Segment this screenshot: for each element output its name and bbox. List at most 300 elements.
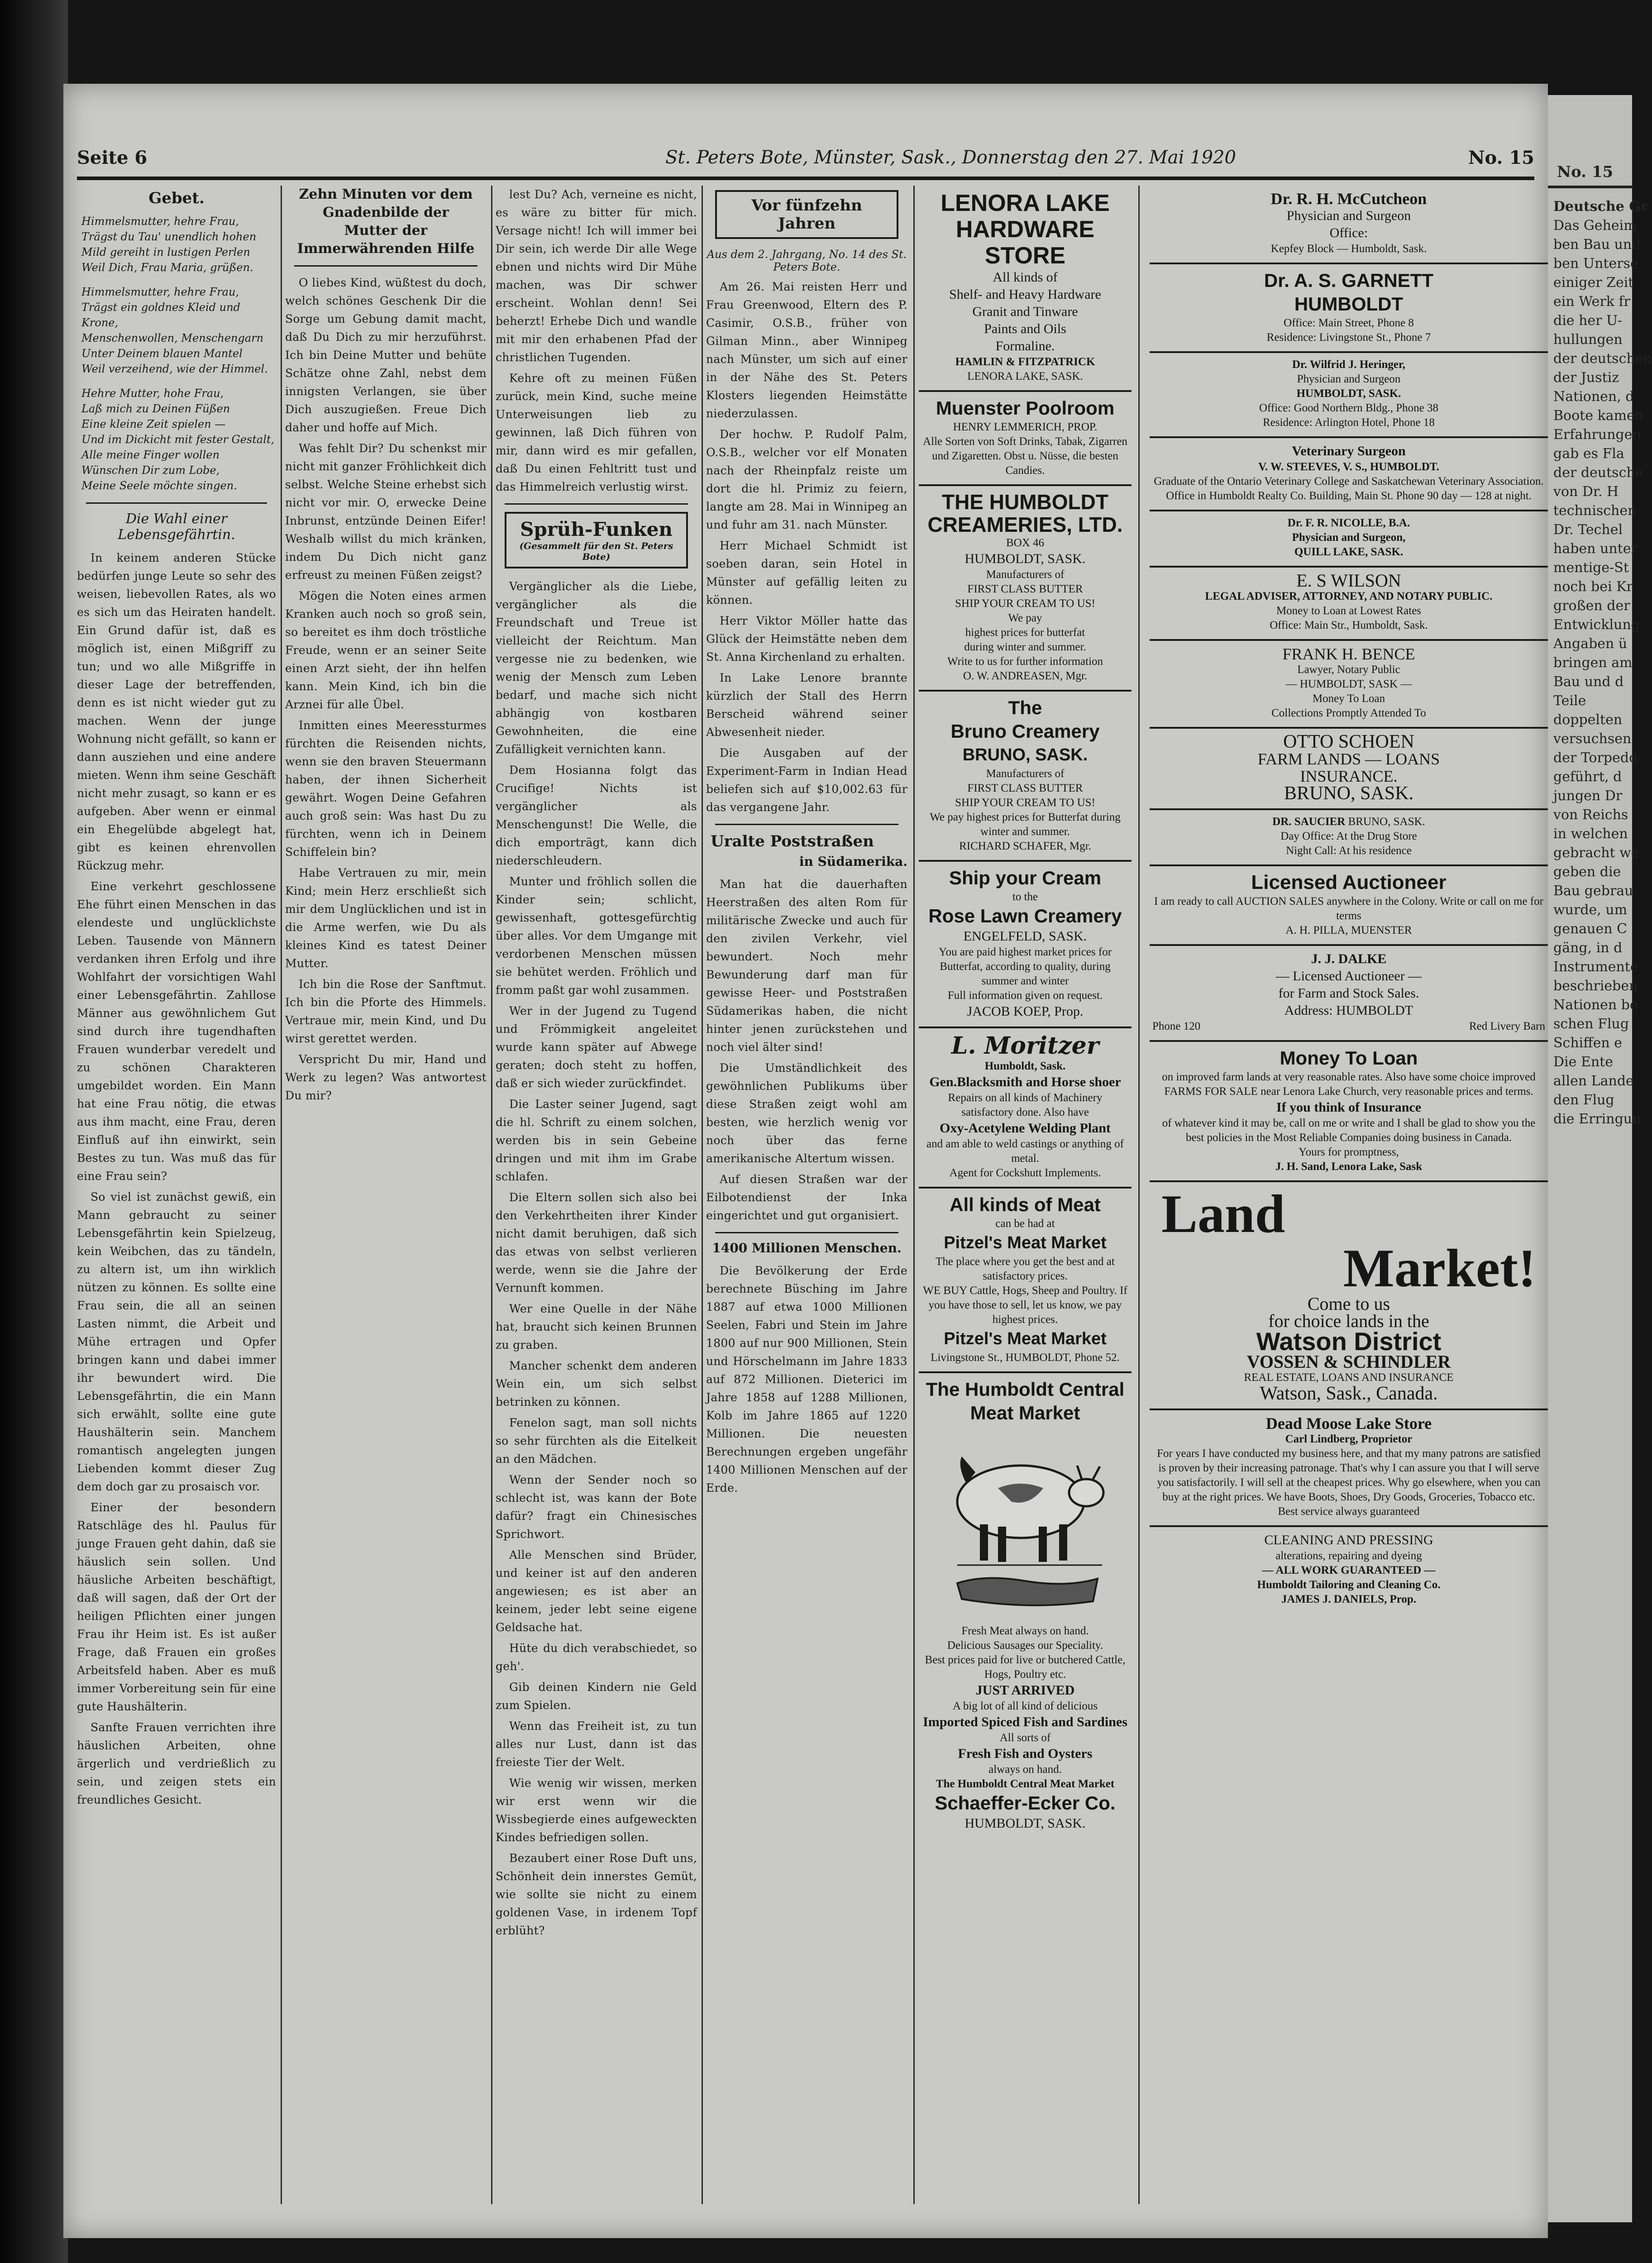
article-subtitle: in Südamerika.: [799, 854, 907, 869]
column-rule: [281, 186, 282, 2204]
ad-line: We pay highest prices for Butterfat during winter and summer.: [930, 811, 1121, 838]
ad-place: HUMBOLDT, SASK.: [964, 1816, 1086, 1831]
ad-title: L. Moritzer: [951, 1032, 1099, 1060]
next-page-line: Bau gebrau: [1553, 883, 1633, 899]
card-barn: Red Livery Barn: [1469, 1020, 1545, 1032]
next-page-line: bringen am: [1553, 655, 1633, 671]
article-title: Uralte Poststraßen: [711, 832, 874, 850]
ad-title: All kinds of Meat: [950, 1194, 1101, 1215]
paragraph: So viel ist zunächst gewiß, ein Mann gebraucht zu seiner Lebensgefährtin kein Spielzeug, kein Weibchen, das zu tändeln, zu altern ist, um ihn wirklich nützen zu können. Es sollte eine Frau sein, die all an seinen Lasten nimmt, die Arbeit und Mühe ertragen und Opfer bringen kann und dabei immer ihr bewundert wird. Die Lebensgefährtin, die ein Mann sich erwählt, sollte eine gute Haushälterin sein. Manchem romantisch angelegten jungen Liebenden kommt dieser Zug dem doch gar zu prosaisch vor.: [77, 1190, 276, 1493]
article-title: 1400 Millionen Menschen.: [712, 1241, 902, 1256]
card-line: I am ready to call AUCTION SALES anywhere in the Colony. Write or call on me for terms: [1154, 895, 1543, 922]
next-page-line: der deutschen: [1553, 351, 1652, 367]
column-rule: [702, 186, 703, 2204]
card-name: Dr. R. H. McCutcheon: [1270, 190, 1427, 208]
card-name: DR. SAUCIER: [1272, 816, 1346, 828]
ad-title: Rose Lawn Creamery: [928, 905, 1122, 926]
section-title: Vor fünfzehn Jahren: [751, 196, 862, 233]
ad-title: Market!: [1343, 1238, 1536, 1298]
column-rule: [491, 186, 492, 2204]
poem-stanza: [81, 386, 276, 493]
card-title: Veterinary Surgeon: [1292, 444, 1406, 458]
poem-title: Gebet.: [148, 189, 205, 207]
page-header: [77, 147, 1534, 174]
card-place: HUMBOLDT: [1294, 293, 1404, 315]
next-page-line: technischen: [1553, 503, 1637, 519]
card-saucier: [1150, 810, 1548, 866]
ad-the: The: [1008, 697, 1042, 718]
ad-line: Humboldt Tailoring and Cleaning Co.: [1257, 1579, 1441, 1591]
poem-line: Und im Dickicht mit fester Gestalt,: [81, 433, 275, 446]
ad-line: FIRST CLASS BUTTER: [967, 782, 1083, 794]
card-schoen: [1150, 729, 1548, 810]
next-page-line: Instrumente: [1553, 959, 1638, 975]
section-subtitle: (Gesammelt für den St. Peters Bote): [519, 540, 673, 562]
paragraph: Mancher schenkt dem anderen Wein ein, um sich selbst betrinken zu können.: [496, 1359, 697, 1408]
section-box: [715, 190, 898, 239]
ad-line: A big lot of all kind of delicious: [952, 1700, 1098, 1712]
section-subtitle: Aus dem 2. Jahrgang, No. 14 des St. Peters Bote.: [707, 248, 907, 273]
card-line: for Farm and Stock Sales.: [1278, 986, 1419, 1001]
issue-number: No. 15: [1468, 147, 1534, 168]
poem-line: Trägst du Tau' unendlich hohen: [81, 230, 257, 243]
ad-line: Granit and Tinware: [972, 304, 1078, 319]
card-title: Licensed Auctioneer: [1251, 871, 1447, 893]
paragraph: Wie wenig wir wissen, merken wir erst wenn wir die Wissbegierde eines aufgeweckten Kindes befriedigen sollen.: [496, 1776, 697, 1844]
card-role: Physician and Surgeon: [1286, 208, 1411, 223]
paragraph: Wenn das Freiheit ist, zu tun alles nur Lust, dann ist das freieste Tier der Welt.: [496, 1719, 697, 1769]
ad-line: REAL ESTATE, LOANS AND INSURANCE: [1244, 1371, 1454, 1384]
ad-title: Muenster Poolroom: [936, 397, 1115, 419]
paragraph: Mögen die Noten eines armen Kranken auch noch so groß sein, so bereitet es ihm doch tröstliche Freude, wenn er an seiner Seite einen Arzt sieht, der ihn helfen kann. Mein Kind, ich bin die Arznei für alle Übel.: [285, 589, 487, 711]
card-place: HUMBOLDT, SASK.: [1296, 387, 1401, 400]
ad-line: We pay: [1008, 612, 1042, 624]
ad-moritzer: [919, 1028, 1132, 1189]
next-page-line: Nationen, d: [1553, 389, 1634, 405]
card-name: J. H. Sand, Lenora Lake, Sask: [1275, 1160, 1423, 1173]
next-page-line: ben Bau und: [1553, 237, 1641, 253]
paragraph: In keinem anderen Stücke bedürfen junge Leute so sehr des weisen, liebevollen Rates, als wo es sich um das Heiraten handelt. Ein Grund dafür ist, daß es möglich ist, einen Mißgriff zu tun; und wo alle Mißgriffe in dieser Lage der betreffenden, denn es ist nicht wieder gut zu machen. Wenn der junge Wohnung nicht gefällt, so kann er dann ausziehen und eine andere mieten. Wenn ihm seine Geschäft nicht mehr zusagt, so kann er es aufgeben. Aber wenn er einmal ein Ehegelübde abgelegt hat, gibt es keinen ehrenvollen Rückzug mehr.: [77, 551, 276, 872]
page-label: Seite 6: [77, 147, 148, 168]
ad-line: Agent for Cockshutt Implements.: [949, 1167, 1101, 1179]
poem-line: Weil verzeihend, wie der Himmel.: [81, 363, 268, 375]
next-page-line: die her U-: [1553, 313, 1622, 329]
ad-pitzel-meat: [919, 1189, 1132, 1373]
poem-line: Menschenwollen, Menschengarn: [81, 332, 264, 344]
column-3: [496, 186, 697, 2209]
paragraph: Inmitten eines Meeressturmes fürchten die Reisenden nichts, wenn sie den braven Steuermann haben, der ihnen Sicherheit gewährt. Wogen Deine Gefahren auch groß sein: Was hast Du zu fürchten, wenn ich in Deinem Schiffelein bin?: [285, 719, 487, 859]
ad-line: You are paid highest market prices for Butterfat, according to quality, during summer and winter: [938, 946, 1112, 987]
column-1: [77, 186, 276, 2209]
ad-line: Livingstone St., HUMBOLDT, Phone 52.: [931, 1351, 1120, 1364]
ad-line: CLEANING AND PRESSING: [1264, 1533, 1433, 1547]
divider: [505, 503, 688, 505]
card-line: Office: Good Northern Bldg., Phone 38: [1259, 402, 1438, 414]
card-line: Night Call: At his residence: [1286, 845, 1412, 857]
paragraph: Verspricht Du mir, Hand und Werk zu legen? Was antwortest Du mir?: [285, 1053, 487, 1102]
poem-line: Eine kleine Zeit spielen —: [81, 418, 226, 430]
ad-title: Dead Moose Lake Store: [1265, 1414, 1432, 1432]
article-body: [706, 1262, 907, 1497]
paragraph: Die Bevölkerung der Erde berechnete Büsching im Jahre 1887 auf etwa 1000 Millionen Seelen, Fabri und Stein im Jahre 1800 auf nur 900 Millionen, Stein und Hörschelmann im Jahre 1833 auf 872 Millionen. Dieterici im Jahre 1858 auf 1288 Millionen, Kolb im Jahre 1865 auf 1220 Millionen. Die neuesten Berechnungen ergeben ungefähr 1400 Millionen Menschen auf der Erde.: [706, 1264, 907, 1494]
next-page-line: von Reichs: [1553, 807, 1628, 823]
paragraph: Am 26. Mai reisten Herr und Frau Greenwood, Eltern des P. Casimir, O.S.B., früher von Gilman Minn., aber Winnipeg nach Münster, um sich auf einer in der Nähe des St. Peters Klosters liegenden Heimstätte niederzulassen.: [706, 280, 907, 420]
ad-central-meat: [919, 1373, 1132, 1838]
paragraph: Sanfte Frauen verrichten ihre häuslichen Arbeiten, ohne ärgerlich und verdrießlich zu sein, und zeigen stets ein freundliches Gesicht.: [77, 1721, 276, 1806]
ad-owner: O. W. ANDREASEN, Mgr.: [963, 670, 1088, 682]
card-place: QUILL LAKE, SASK.: [1294, 546, 1404, 558]
ad-line: and am able to weld castings or anything of metal.: [926, 1138, 1124, 1165]
ad-humboldt-creameries: [919, 486, 1132, 692]
ad-line: BOX 46: [1006, 537, 1045, 549]
article-body: [496, 578, 697, 1940]
ad-place: LENORA LAKE, SASK.: [967, 370, 1083, 382]
card-pilla: [1150, 866, 1548, 946]
card-line: Yours for promptness,: [1299, 1146, 1399, 1158]
paragraph: O liebes Kind, wüßtest du doch, welch schönes Geschenk Dir die Sorge um Gebung damit macht, daß Du Dich zu mir herzuführst. Ich bin Deine Mutter und behüte Schätze ohne Zahl, nebst dem innigsten Verlangen, sie über Dich auszugießen. Freue Dich daher und hoffe auf Mich.: [285, 276, 487, 434]
ad-place: ENGELFELD, SASK.: [963, 929, 1087, 944]
poem-line: Himmelsmutter, hehre Frau,: [81, 286, 239, 298]
ad-line: Shelf- and Heavy Hardware: [949, 287, 1101, 302]
ad-line: Fresh Fish and Oysters: [958, 1746, 1093, 1761]
ad-line: Delicious Sausages our Speciality.: [947, 1639, 1103, 1652]
card-name: OTTO SCHOEN: [1283, 731, 1414, 752]
next-page-line: Entwicklung: [1553, 617, 1640, 633]
ad-title: Pitzel's Meat Market: [944, 1329, 1107, 1348]
next-page-line: großen der: [1553, 598, 1630, 614]
article-title: [285, 186, 487, 258]
card-name: E. S WILSON: [1296, 570, 1401, 591]
next-page-line: gab es Fla: [1553, 446, 1624, 462]
next-page-line: der deutsche: [1553, 465, 1643, 481]
ad-line: can be had at: [995, 1217, 1055, 1230]
poem-stanza: [81, 284, 276, 377]
ad-line: FIRST CLASS BUTTER: [967, 583, 1083, 595]
card-title: If you think of Insurance: [1276, 1100, 1422, 1115]
ad-line: Gen.Blacksmith and Horse shoer: [929, 1074, 1121, 1089]
ad-rose-lawn-creamery: [919, 862, 1132, 1028]
paragraph: Wenn der Sender noch so schlecht ist, was kann der Bote dafür? fragt ein Chinesisches Sprichwort.: [496, 1473, 697, 1541]
ad-dead-moose-store: [1150, 1410, 1548, 1527]
card-line: Day Office: At the Drug Store: [1280, 830, 1417, 842]
card-name: J. J. DALKE: [1311, 951, 1387, 966]
card-role: Lawyer, Notary Public: [1297, 664, 1400, 676]
poem-line: Mild gereiht in lustigen Perlen: [81, 246, 250, 258]
paragraph: Herr Viktor Möller hatte das Glück der Heimstätte neben dem St. Anna Kirchenland zu erhalten.: [706, 614, 907, 664]
next-page-line: geführt, d: [1553, 769, 1622, 785]
column-rule: [1138, 186, 1140, 2204]
title-line: Zehn Minuten vor dem Gnadenbilde der: [299, 186, 473, 220]
paragraph: Fenelon sagt, man soll nichts so sehr fürchten als die Eitelkeit an den Mädchen.: [496, 1416, 697, 1466]
poem: [81, 214, 276, 493]
next-page-line: Die Ente: [1553, 1054, 1613, 1070]
next-page-line: haben unter: [1553, 541, 1638, 557]
next-page-line: Teile: [1553, 693, 1586, 709]
card-line: FARM LANDS — LOANS: [1257, 750, 1440, 768]
ad-poolroom: [919, 392, 1132, 486]
ad-title: Bruno Creamery: [950, 721, 1100, 742]
ad-place: Watson, Sask., Canada.: [1260, 1383, 1438, 1404]
paragraph: Die Umständlichkeit des gewöhnlichen Publikums über diese Straßen zeigt wohl am besten, wie herzlich wenig vor noch über das ferne amerikanische Altertum wissen.: [706, 1061, 907, 1165]
card-money-loan: [1150, 1042, 1548, 1182]
card-place: — HUMBOLDT, SASK —: [1285, 678, 1412, 690]
paragraph: Habe Vertrauen zu mir, mein Kind; mein Herz erschließt sich mir dem Unglücklichen und ist in die Arme werfen, wie Du als kleines Kind es tatest Deiner Mutter.: [285, 866, 487, 970]
column-4: [706, 186, 907, 2209]
ad-owner: Schaeffer-Ecker Co.: [935, 1792, 1116, 1814]
ad-tailoring: [1150, 1527, 1548, 1613]
card-line: Graduate of the Ontario Veterinary College and Saskatchewan Veterinary Association.: [1154, 475, 1544, 487]
next-page-line: Bau und d: [1553, 674, 1624, 690]
next-page-line: in welchen: [1553, 826, 1628, 842]
section-box: [505, 512, 688, 568]
card-role: Physician and Surgeon: [1297, 373, 1401, 385]
ad-title: The Humboldt Central Meat Market: [926, 1379, 1125, 1423]
card-name: A. H. PILLA, MUENSTER: [1285, 924, 1412, 936]
next-page-lines: [1548, 216, 1652, 1129]
next-page-line: jungen Dr: [1553, 788, 1623, 804]
poem-line: Wünschen Dir zum Lobe,: [81, 464, 220, 477]
poem-line: Unter Deinem blauen Mantel: [81, 347, 243, 360]
paragraph: Die Laster seiner Jugend, sagt die hl. Schrift zu einem solchen, werden bis in sein Gebeine dringen und mit ihm im Grabe schlafen.: [496, 1098, 697, 1183]
header-rule: [77, 177, 1534, 180]
ad-owner: RICHARD SCHAFER, Mgr.: [959, 840, 1091, 852]
card-line: Money to Loan at Lowest Rates: [1276, 605, 1422, 617]
next-page-line: Erfahrungen: [1553, 427, 1641, 443]
ad-owner: JACOB KOEP, Prop.: [967, 1004, 1084, 1019]
next-page-line: Dr. Techel: [1553, 522, 1623, 538]
ad-owner: HENRY LEMMERICH, PROP.: [953, 421, 1098, 433]
column-rule: [913, 186, 915, 2204]
card-title: Money To Loan: [1280, 1047, 1418, 1069]
paragraph: Vergänglicher als die Liebe, vergänglicher als die Freundschaft und Treue ist vielleicht der Reichtum. Man vergesse nie zu bedenken, wie wenig der Mensch zum Leben bedarf, und mache sich nicht abhängig von kostbaren Gewohnheiten, die eine Zufälligkeit vernichten kann.: [496, 580, 697, 756]
card-line: Residence: Arlington Hotel, Phone 18: [1263, 416, 1435, 429]
card-mccutcheon: [1150, 186, 1548, 264]
ad-place: BRUNO, SASK.: [962, 745, 1088, 764]
next-page-line: wurde, um: [1553, 902, 1628, 918]
card-steeves: [1150, 438, 1548, 511]
poem-line: Alle meine Finger wollen: [81, 449, 220, 461]
divider: [715, 824, 898, 825]
next-page-line: gebracht we: [1553, 845, 1639, 861]
card-line: — Licensed Auctioneer —: [1275, 969, 1422, 983]
ad-line: Come to us: [1307, 1294, 1390, 1314]
card-name: Dr. Wilfrid J. Heringer,: [1292, 358, 1405, 371]
poem-stanza: [81, 214, 276, 275]
next-page-rule: [1548, 186, 1632, 188]
ad-line: Full information given on request.: [947, 989, 1103, 1002]
next-page-line: schen Flug: [1553, 1016, 1629, 1032]
ad-line: Oxy-Acetylene Welding Plant: [940, 1121, 1111, 1136]
paragraph: Munter und fröhlich sollen die Kinder sein; schlicht, gewissenhaft, gottesgefürchtig über alles. Vor dem Umgange mit verdorbenen Menschen müssen sie behütet werden. Fröhlich und fromm paßt gar wohl zusammen.: [496, 875, 697, 997]
article-body: [706, 875, 907, 1225]
column-6-cards: [1150, 186, 1548, 2209]
article-body: [77, 549, 276, 1809]
ad-line: for choice lands in the: [1268, 1311, 1429, 1331]
ad-name: VOSSEN & SCHINDLER: [1246, 1351, 1451, 1372]
ad-title: LENORA LAKE HARDWARE STORE: [941, 190, 1110, 269]
paragraph: Der hochw. P. Rudolf Palm, O.S.B., welcher vor elf Monaten nach der Rheinpfalz reiste um dort die hl. Primiz zu feiern, langte am 28. Mai in Winnipeg an und fuhr am 31. nach Münster.: [706, 428, 907, 531]
next-page-line: Nationen be: [1553, 997, 1638, 1013]
ad-line: Ship your Cream: [949, 867, 1102, 888]
paragraph: lest Du? Ach, verneine es nicht, es wäre zu bitter für mich. Versage nicht! Ich will immer bei Dir sein, ich werde Dir alle Wege ebnen und nichts wird Dir Mühe machen, was Dir schwer erscheint. Wohlan denn! Sei beherzt! Erhebe Dich und wandle mit mir den erhabenen Pfad der christlichen Tugenden.: [496, 188, 697, 364]
next-page-line: der Torpedo: [1553, 750, 1638, 766]
next-page-line: die Erringun: [1553, 1111, 1641, 1127]
ad-title: THE HUMBOLDT CREAMERIES, LTD.: [927, 490, 1123, 536]
ad-line: The Humboldt Central Meat Market: [936, 1778, 1115, 1790]
title-line: Mutter der Immerwährenden Hilfe: [297, 223, 475, 257]
next-page-line: ein Werk fr: [1553, 294, 1630, 310]
card-line: Office: Main Str., Humboldt, Sask.: [1270, 619, 1428, 631]
next-page-line: beschrieben: [1553, 978, 1638, 994]
card-role: LEGAL ADVISER, ATTORNEY, AND NOTARY PUBLIC.: [1205, 590, 1493, 602]
paragraph: Wer in der Jugend zu Tugend und Frömmigkeit angeleitet wurde kann später auf Abwege geraten; doch steht zu hoffen, daß er sich wieder zurückfindet.: [496, 1004, 697, 1090]
poem-line: Trägst ein goldnes Kleid und Krone,: [81, 301, 240, 329]
ad-title: Land: [1161, 1184, 1285, 1244]
card-garnett: [1150, 264, 1548, 353]
next-page-line: noch bei Kr: [1553, 579, 1633, 595]
next-page-line: Boote kamen: [1553, 408, 1644, 424]
section-title: Sprüh-Funken: [520, 518, 673, 540]
ad-owner: Carl Lindberg, Proprietor: [1285, 1433, 1413, 1445]
article-body: [285, 274, 487, 1105]
next-page-line: allen Lande: [1553, 1073, 1634, 1089]
ad-line: Imported Spiced Fish and Sardines: [923, 1714, 1127, 1729]
ad-line: Manufacturers of: [986, 768, 1065, 780]
next-page-line: ben Unterse: [1553, 256, 1638, 272]
paragraph: Wer eine Quelle in der Nähe hat, braucht sich keinen Brunnen zu graben.: [496, 1302, 697, 1351]
paragraph: Die Ausgaben auf der Experiment-Farm in Indian Head beliefen sich auf $10,002.63 für das vergangene Jahr.: [706, 746, 907, 814]
column-5-ads: [919, 186, 1132, 2209]
ad-line: alterations, repairing and dyeing: [1275, 1550, 1422, 1562]
ad-lenora-hardware: [919, 186, 1132, 392]
divider: [294, 265, 477, 267]
card-line: Kepfey Block — Humboldt, Sask.: [1270, 243, 1427, 255]
next-page-line: mentige-St: [1553, 560, 1629, 576]
ad-line: Repairs on all kinds of Machinery satisfactory done. Also have: [948, 1092, 1103, 1118]
article-continuation: [496, 186, 697, 496]
ad-place: HUMBOLDT, SASK.: [964, 551, 1086, 566]
ad-line: Manufacturers of: [986, 568, 1065, 581]
paragraph: Eine verkehrt geschlossene Ehe führt einen Menschen in das elendeste und unglücklichste Leben. Tausende von Männern verdanken ihren Erfolg und ihre Wohlfahrt der vorsichtigen Wahl einer Lebensgefährtin. Zahllose Männer aus gewöhnlichem Gut sind durch ihre tugendhaften Frauen wunderbar veredelt und zu schönen Charakteren umgebildet worden. Ein Mann hat eine Frau nötig, die etwas aus ihm macht, eine Frau, deren Einfluß auf ihn einwirkt, sein Bestes zu tun. Was muß das für eine Frau sein?: [77, 880, 276, 1183]
card-name: FRANK H. BENCE: [1282, 645, 1415, 663]
ad-line: to the: [1012, 891, 1038, 903]
ad-line: WE BUY Cattle, Hogs, Sheep and Poultry. If you have those to sell, let us know, we pay highest prices.: [923, 1284, 1127, 1326]
ad-owner: JAMES J. DANIELS, Prop.: [1281, 1593, 1417, 1605]
ad-line: Paints and Oils: [984, 321, 1066, 336]
paragraph: Ich bin die Rose der Sanftmut. Ich bin die Pforte des Himmels. Vertraue mir, mein Kind, und Du wirst gerettet werden.: [285, 978, 487, 1045]
ad-line: All kinds of: [993, 270, 1058, 285]
card-wilson: [1150, 568, 1548, 641]
poem-line: Weil Dich, Frau Maria, grüßen.: [81, 261, 253, 274]
ad-bruno-creamery: [919, 692, 1132, 862]
card-line: of whatever kind it may be, call on me or write and I shall be glad to show you the best policies in the Most Reliable Companies doing business in Canada.: [1162, 1117, 1536, 1144]
paragraph: Gib deinen Kindern nie Geld zum Spielen.: [496, 1681, 697, 1712]
next-page-line: Angaben ü: [1553, 636, 1628, 652]
card-line: on improved farm lands at very reasonable rates. Also have some choice improved FARMS FOR SALE near Lenora Lake Church, very reasonable prices and terms.: [1162, 1071, 1536, 1098]
card-name: Dr. F. R. NICOLLE, B.A.: [1287, 517, 1410, 529]
next-page-line: gäng, in d: [1553, 940, 1623, 956]
ad-line: SHIP YOUR CREAM TO US!: [955, 797, 1095, 809]
card-dalke: [1150, 946, 1548, 1042]
poem-line: Meine Seele möchte singen.: [81, 479, 237, 492]
paragraph: In Lake Lenore brannte kürzlich der Stall des Herrn Berscheid während seiner Abwesenheit nieder.: [706, 671, 907, 739]
paragraph: Bezaubert einer Rose Duft uns, Schönheit dein innerstes Gemüt, wie sollte sie nicht zu einem goldenen Vase, in irdenem Topf erblüht?: [496, 1852, 697, 1937]
article-body: [706, 278, 907, 816]
ad-line: always on hand.: [988, 1763, 1062, 1776]
next-page-line: einiger Zeit: [1553, 275, 1634, 291]
next-page-line: versuchsen: [1553, 731, 1632, 747]
newspaper-page: [63, 84, 1548, 2238]
next-page-number: No. 15: [1557, 163, 1614, 181]
divider: [715, 1232, 898, 1233]
ad-line: Fresh Meat always on hand.: [961, 1625, 1089, 1637]
card-line: Office: Main Street, Phone 8: [1284, 317, 1414, 329]
card-line: Address: HUMBOLDT: [1284, 1003, 1413, 1018]
next-page-line: hullungen: [1553, 332, 1623, 348]
next-page-edge: [1548, 95, 1652, 2222]
card-place: BRUNO, SASK.: [1348, 816, 1425, 828]
column-2: [285, 186, 487, 2209]
card-line: INSURANCE.: [1300, 767, 1398, 785]
scan-dark-edge: [0, 0, 68, 2263]
card-line: Office in Humboldt Realty Co. Building, Main St. Phone 90 day — 128 at night.: [1166, 490, 1532, 502]
masthead: St. Peters Bote, Münster, Sask., Donnerstag den 27. Mai 1920: [665, 147, 1236, 168]
paragraph: Kehre oft zu meinen Füßen zurück, mein Kind, suche meine Unterweisungen lieb zu gewinnen, laß Dich führen von mir, dann wird es mir gefallen, daß Du einen Fehltritt tust und das Himmelreich verlustig wirst.: [496, 372, 697, 493]
card-line: Money To Loan: [1312, 692, 1385, 705]
card-phone: Phone 120: [1152, 1020, 1201, 1032]
next-page-line: geben die: [1553, 864, 1621, 880]
cow-illustration-icon: [930, 1429, 1120, 1619]
paragraph: Was fehlt Dir? Du schenkst mir nicht mit ganzer Fröhlichkeit dich selbst. Welche Steine erhebst sich nicht vor mir. O, erwecke Deine Inbrunst, entzünde Deinen Eifer! Weshalb willst du mich kränken, indem Du Dich nicht ganz erfreust zu meinen Füßen zeigst?: [285, 442, 487, 582]
ad-line: SHIP YOUR CREAM TO US!: [955, 597, 1095, 610]
next-page-title: Deutsche Gr: [1553, 199, 1648, 215]
ad-place: Humboldt, Sask.: [984, 1060, 1066, 1072]
card-line: Residence: Livingstone St., Phone 7: [1266, 331, 1431, 344]
next-page-line: den Flug: [1553, 1092, 1614, 1108]
paragraph: Alle Menschen sind Brüder, und keiner ist auf den anderen angewiesen; es ist aber an keinem, jeder lebt seine eigene Geldsache hat.: [496, 1548, 697, 1634]
next-page-line: von Dr. H: [1553, 484, 1619, 500]
ad-title: Pitzel's Meat Market: [944, 1233, 1107, 1252]
ad-line: JUST ARRIVED: [975, 1683, 1075, 1698]
divider: [86, 502, 267, 504]
paragraph: Hüte du dich verabschiedet, so geh'.: [496, 1642, 697, 1673]
article-title: Die Wahl einer Lebensgefährtin.: [118, 511, 235, 543]
card-place: BRUNO, SASK.: [1284, 783, 1413, 804]
poem-line: Hehre Mutter, hohe Frau,: [81, 387, 224, 400]
next-page-line: Schiffen e: [1553, 1035, 1622, 1051]
ad-line: Formaline.: [995, 339, 1055, 353]
ad-line: during winter and summer.: [964, 641, 1086, 653]
ad-text: For years I have conducted my business here, and that my many patrons are satisfied is proven by their increasing patronage. That's why I can assure you that I will serve you satisfactorily. I will sell at the cheapest prices. Why go elsewhere, when you can buy at the right prices. We have Boots, Shoes, Dry Goods, Groceries, Tobacco etc.: [1157, 1447, 1541, 1503]
card-line: Office:: [1329, 225, 1368, 240]
paragraph: Die Eltern sollen sich also bei den Verkehrtheiten ihrer Kinder nicht damit beruhigen, daß sich das etwas von selbst verlieren werde, wenn sie die Jahre der Vernunft kommen.: [496, 1191, 697, 1294]
card-bence: [1150, 641, 1548, 729]
ad-line: Write to us for further information: [947, 655, 1103, 668]
paragraph: Auf diesen Straßen war der Eilbotendienst der Inka eingerichtet und gut organisiert.: [706, 1173, 907, 1222]
ad-line: highest prices for butterfat: [965, 626, 1085, 639]
poem-line: Himmelsmutter, hehre Frau,: [81, 215, 239, 228]
paragraph: Einer der besondern Ratschläge des hl. Paulus für junge Frauen geht dahin, daß sie häuslich sein sollen. Und häusliche Arbeiten beschäftigt, daß will sagen, daß der Ort der heiligen Pflichten einer jungen Frau ihr Heim ist. Es ist außer Frage, daß Frauen ein großes Arbeitsfeld haben. Aber es muß immer Vorbereitung sein für eine gute Haushälterin.: [77, 1501, 276, 1713]
ad-text: Alle Sorten von Soft Drinks, Tabak, Zigarren und Zigaretten. Obst u. Nüsse, die besten Candies.: [923, 435, 1127, 477]
card-heringer: [1150, 353, 1548, 438]
paragraph: Man hat die dauerhaften Heerstraßen des alten Rom für militärische Zwecke und auch für den zivilen Verkehr, viel bewundert. Noch mehr Bewunderung darf man für gewisse Heer- und Poststraßen Südamerikas haben, die nicht hinter jenen zurückstehen und noch viel älter sind!: [706, 878, 907, 1054]
card-nicolle: [1150, 511, 1548, 568]
ad-line: — ALL WORK GUARANTEED —: [1262, 1564, 1436, 1576]
card-name: V. W. STEEVES, V. S., HUMBOLDT.: [1258, 461, 1439, 473]
next-page-line: der Justiz: [1553, 370, 1619, 386]
ad-line: All sorts of: [999, 1732, 1051, 1744]
ad-owner: HAMLIN & FITZPATRICK: [955, 356, 1095, 368]
